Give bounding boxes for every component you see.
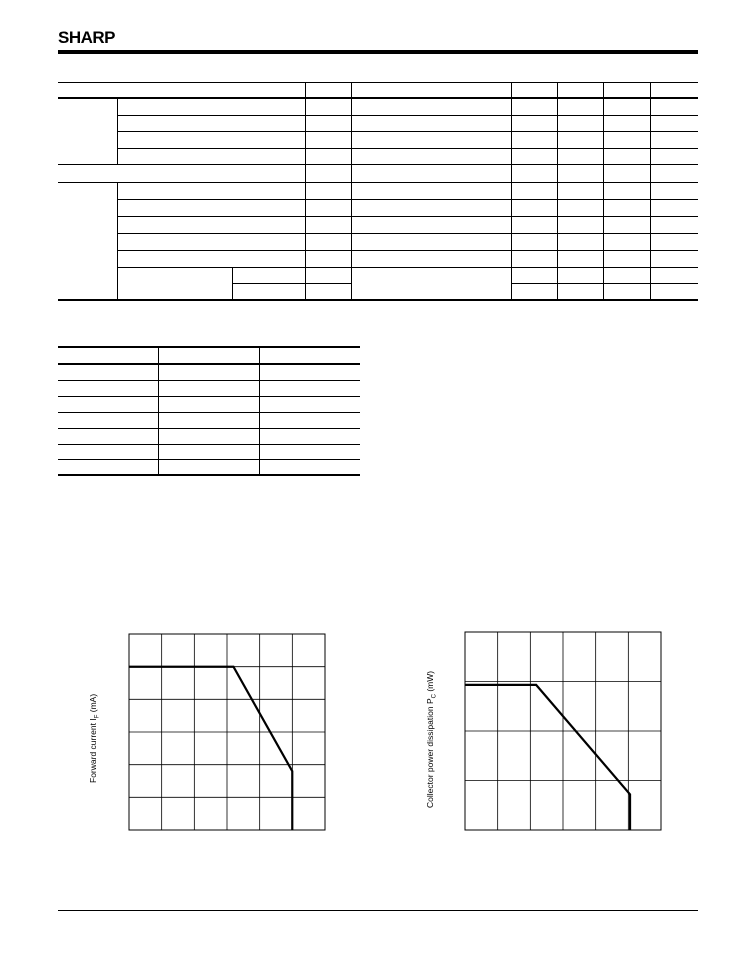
sharp-logo: SHARP [58,28,116,47]
footer-rule [58,910,698,911]
derating-curve [465,685,630,830]
collector-power-axis-label: Collector power dissipation $P_C$ (mW) [425,670,438,808]
forward-current-axis-label: Forward current $I_F$ (mA) [88,693,101,783]
